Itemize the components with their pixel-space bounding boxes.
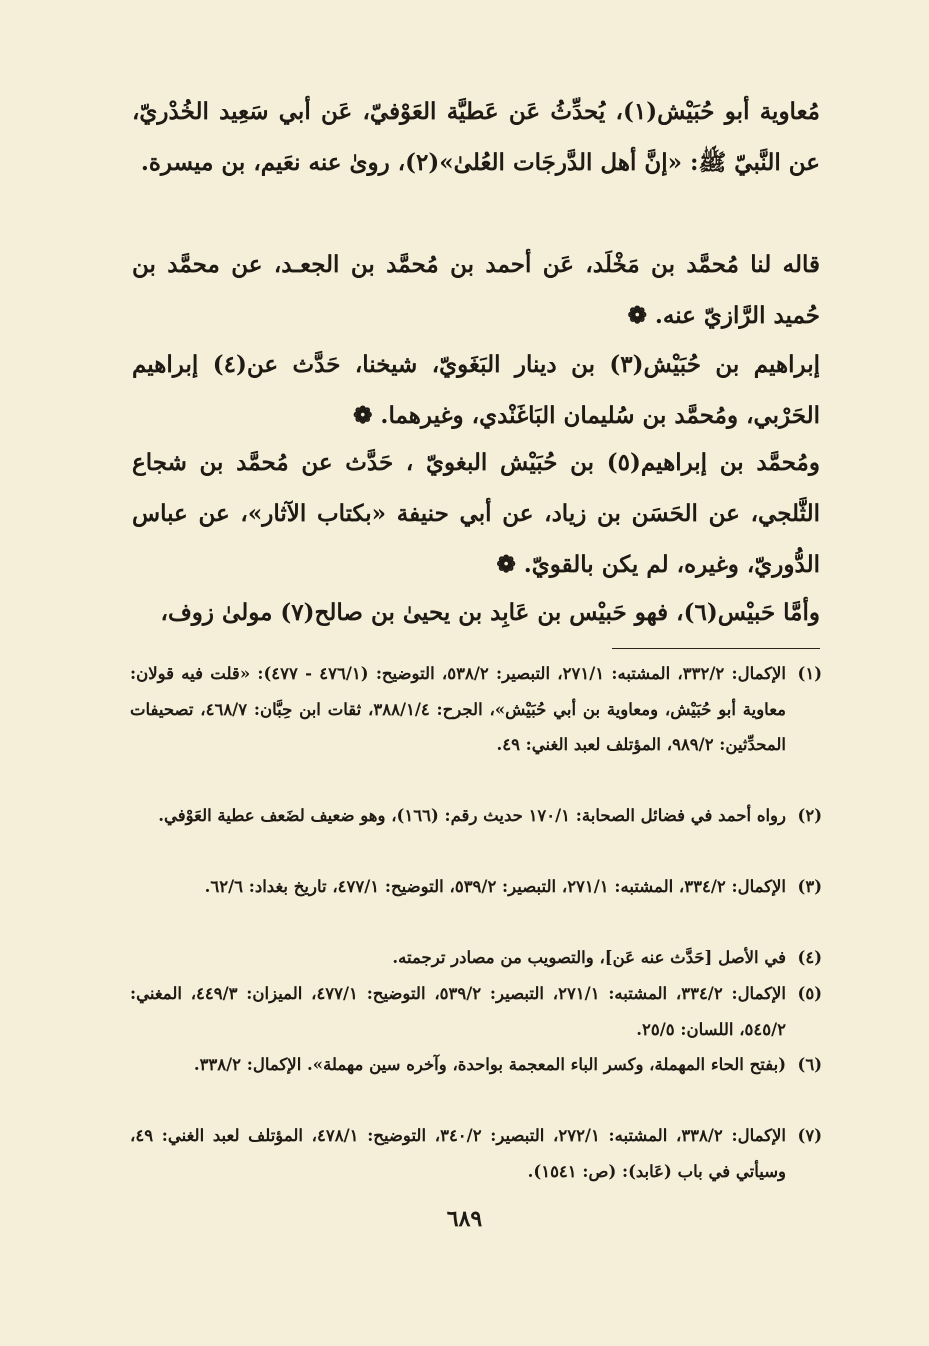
footnote-text: الإكمال: ٣٣٨/٢، المشتبه: ٢٧٢/١، التبصير: ٣٤٠/٢، التوضيح: ٤٧٨/١، المؤتلف لعبد الغني: ٤٩، وسيأتي في باب (عَابد): (ص: ١٥٤١).	[130, 1126, 786, 1181]
footnote	[130, 940, 822, 976]
paragraph-hubays: وأمَّا حَبيْس(٦)، فهو حَبيْس بن عَابِد بن يحيىٰ بن صالح(٧) مولىٰ زوف،	[160, 599, 820, 626]
footnote	[130, 869, 822, 940]
footnote-text: رواه أحمد في فضائل الصحابة: ١٧٠/١ حديث رقم: (١٦٦)، وهو ضعيف لضَعف عطية العَوْفي.	[158, 806, 786, 825]
footnote	[130, 976, 822, 1047]
footnote-divider	[612, 648, 820, 649]
footnote-number: (٦)	[797, 1055, 822, 1074]
footnote-number: (١)	[797, 664, 822, 683]
footnote-text: الإكمال: ٣٣٢/٢، المشتبه: ٢٧١/١، التبصير: ٥٣٨/٢، التوضيح: (٤٧٦/١ - ٤٧٧): «قلت فيه قولان: معاوية أبو حُبَيْش، ومعاوية بن أبي حُبَيْش»، الجرح: ٣٨٨/١/٤، ثقات ابن حِبَّان: ٤٦٨/٧، تصحيفات المحدِّثين: ٩٨٩/٢، المؤتلف لعبد الغني: ٤٩.	[130, 664, 786, 754]
paragraph-muhammad: ومُحمَّد بن إبراهيم(٥) بن حُبَيْش البغويّ ، حَدَّث عن مُحمَّد بن شجاع الثَّلجي، عن الحَسَن بن زياد، عن أبي حنيفة «بكتاب الآثار»، عن عباس الدُّوريّ، وغيره، لم يكن بالقويّ. ❁	[132, 449, 820, 578]
footnote-number: (٧)	[797, 1126, 822, 1145]
footnote	[130, 656, 822, 798]
footnote	[130, 798, 822, 869]
footnote-text: (بفتح الحاء المهملة، وكسر الباء المعجمة بواحدة، وآخره سين مهملة». الإكمال: ٣٣٨/٢.	[193, 1055, 786, 1074]
footnote-number: (٤)	[797, 948, 822, 967]
paragraph-isnad: قاله لنا مُحمَّد بن مَخْلَد، عَن أحمد بن مُحمَّد بن الجعـد، عن محمَّد بن حُميد الرَّازيّ عنه. ❁	[132, 251, 820, 329]
footnote-text: الإكمال: ٣٣٤/٢، المشتبه: ٢٧١/١، التبصير: ٥٣٩/٢، التوضيح: ٤٧٧/١، تاريخ بغداد: ٦٢/٦.	[204, 877, 786, 896]
footnote-text: الإكمال: ٣٣٤/٢، المشتبه: ٢٧١/١، التبصير: ٥٣٩/٢، التوضيح: ٤٧٧/١، الميزان: ٤٤٩/٣، المغني: ٥٤٥/٢، اللسان: ٢٥/٥.	[130, 984, 786, 1039]
footnotes	[130, 656, 822, 1189]
page-number: ٦٨٩	[446, 1206, 483, 1232]
paragraph-ibrahim: إبراهيم بن حُبَيْش(٣) بن دينار البَغَويّ، شيخنا، حَدَّث عن(٤) إبراهيم الحَرْبي، ومُحمَّد بن سُليمان البَاغَنْدي، وغيرهما. ❁	[132, 351, 820, 429]
footnote-number: (٥)	[797, 984, 822, 1003]
footnote-number: (٣)	[797, 877, 822, 896]
main-text	[132, 86, 820, 639]
footnote-text: في الأصل [حَدَّث عنه عَن]، والتصويب من مصادر ترجمته.	[392, 948, 786, 967]
footnote	[130, 1118, 822, 1189]
footnote	[130, 1047, 822, 1118]
footnote-number: (٢)	[797, 806, 822, 825]
paragraph-muawiya: مُعاوية أبو حُبَيْش(١)، يُحدِّثُ عَن عَطيَّة العَوْفيّ، عَن أبي سَعِيد الخُدْريّ، عن النَّبيّ ﷺ: «إنَّ أهل الدَّرجَات العُلىٰ»(٢)، روىٰ عنه نعَيم، بن ميسرة.	[132, 98, 820, 176]
